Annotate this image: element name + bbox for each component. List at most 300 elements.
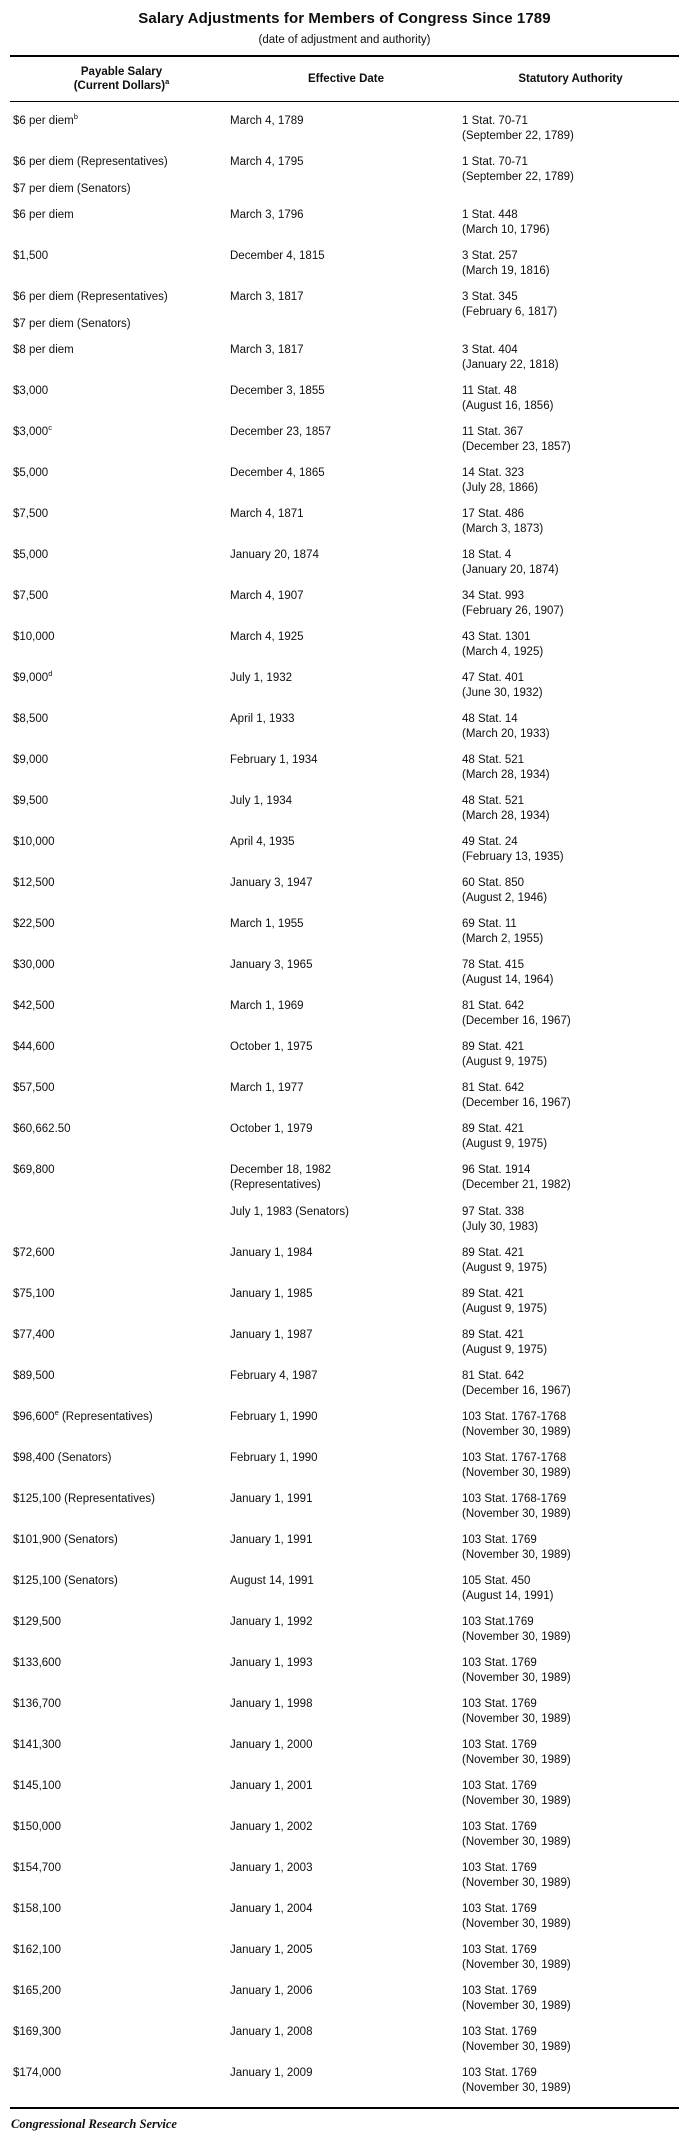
effective-date: January 1, 1992 xyxy=(230,1616,313,1628)
salary-cell xyxy=(13,876,230,905)
statutory-authority: (March 3, 1873) xyxy=(462,522,544,535)
date-authority-entry xyxy=(230,1040,679,1069)
salary-cell xyxy=(13,548,230,577)
salary-value: $7 per diem (Senators) xyxy=(13,317,131,330)
date-authority-cell xyxy=(230,1246,679,1275)
statutory-authority-cell xyxy=(462,958,679,987)
salary-cell xyxy=(13,1451,230,1480)
date-authority-entry xyxy=(230,1615,679,1644)
statutory-authority: 11 Stat. 48 xyxy=(462,385,517,397)
date-authority-entry xyxy=(230,2025,679,2054)
date-authority-entry xyxy=(230,630,679,659)
date-authority-entry xyxy=(230,1122,679,1151)
statutory-authority: (November 30, 1989) xyxy=(462,1712,571,1725)
statutory-authority: 103 Stat. 1769 xyxy=(462,1821,537,1833)
salary-cell xyxy=(13,466,230,495)
date-authority-cell xyxy=(230,1656,679,1685)
salary-cell xyxy=(13,1943,230,1972)
statutory-authority: 81 Stat. 642 xyxy=(462,1370,525,1382)
effective-date: July 1, 1932 xyxy=(230,672,293,684)
effective-date: January 1, 2000 xyxy=(230,1739,313,1751)
table-row xyxy=(10,1767,679,1808)
date-authority-cell xyxy=(230,753,679,782)
salary-value: $42,500 xyxy=(13,1000,55,1012)
statutory-authority-cell xyxy=(462,1902,679,1931)
date-authority-cell xyxy=(230,999,679,1028)
statutory-authority: (March 28, 1934) xyxy=(462,768,550,781)
table-row xyxy=(10,1685,679,1726)
effective-date: December 3, 1855 xyxy=(230,385,325,397)
effective-date: January 1, 1998 xyxy=(230,1698,313,1710)
date-authority-cell xyxy=(230,114,679,143)
date-authority-entry xyxy=(230,507,679,536)
salary-value: $129,500 xyxy=(13,1616,61,1628)
table-header-row xyxy=(10,57,679,101)
effective-date-cell xyxy=(230,384,462,413)
statutory-authority: 18 Stat. 4 xyxy=(462,549,512,561)
statutory-authority-cell xyxy=(462,1738,679,1767)
table-row xyxy=(10,143,679,196)
date-authority-entry xyxy=(230,1287,679,1316)
table-row xyxy=(10,237,679,278)
salary-value: $158,100 xyxy=(13,1903,61,1915)
table-row xyxy=(10,1931,679,1972)
salary-value: $22,500 xyxy=(13,918,55,930)
effective-date: April 4, 1935 xyxy=(230,836,295,848)
table-row xyxy=(10,1275,679,1316)
salary-value: $165,200 xyxy=(13,1985,61,1997)
effective-date: January 1, 2003 xyxy=(230,1862,313,1874)
salary-value: $8,500 xyxy=(13,713,49,725)
date-authority-entry xyxy=(230,466,679,495)
date-authority-entry xyxy=(230,208,679,237)
statutory-authority: 103 Stat. 1769 xyxy=(462,1657,537,1669)
footnote-marker-d: d xyxy=(48,669,53,679)
date-authority-cell xyxy=(230,1861,679,1890)
statutory-authority: (December 16, 1967) xyxy=(462,1384,571,1397)
salary-value: $7,500 xyxy=(13,508,49,520)
date-authority-cell xyxy=(230,1040,679,1069)
salary-value: $125,100 (Representatives) xyxy=(13,1493,155,1505)
date-authority-cell xyxy=(230,343,679,372)
effective-date-cell xyxy=(230,1328,462,1357)
statutory-authority-cell xyxy=(462,466,679,495)
date-authority-cell xyxy=(230,1615,679,1644)
date-authority-cell xyxy=(230,794,679,823)
date-authority-entry xyxy=(230,155,679,184)
statutory-authority-cell xyxy=(462,917,679,946)
effective-date-cell xyxy=(230,794,462,823)
effective-date-cell xyxy=(230,1040,462,1069)
effective-date-cell xyxy=(230,1081,462,1110)
table-row xyxy=(10,1316,679,1357)
statutory-authority: (January 22, 1818) xyxy=(462,358,559,371)
statutory-authority-cell xyxy=(462,876,679,905)
salary-value: $60,662.50 xyxy=(13,1123,71,1135)
statutory-authority: 103 Stat. 1769 xyxy=(462,1944,537,1956)
salary-value: $7 per diem (Senators) xyxy=(13,182,131,195)
effective-date-cell xyxy=(230,249,462,278)
date-authority-cell xyxy=(230,589,679,618)
statutory-authority: 81 Stat. 642 xyxy=(462,1000,525,1012)
salary-value: $9,000$^d$ xyxy=(13,669,53,684)
statutory-authority: 103 Stat. 1769 xyxy=(462,1698,537,1710)
statutory-authority-cell xyxy=(462,1533,679,1562)
statutory-authority: (December 16, 1967) xyxy=(462,1014,571,1027)
date-authority-cell xyxy=(230,958,679,987)
statutory-authority: (March 20, 1933) xyxy=(462,727,550,740)
date-authority-cell xyxy=(230,548,679,577)
statutory-authority: 89 Stat. 421 xyxy=(462,1329,525,1341)
salary-value: $98,400 (Senators) xyxy=(13,1452,112,1464)
statutory-authority-cell xyxy=(462,1943,679,1972)
effective-date-cell xyxy=(230,2025,462,2054)
statutory-authority: (February 6, 1817) xyxy=(462,305,558,318)
effective-date-cell xyxy=(230,1820,462,1849)
table-row xyxy=(10,372,679,413)
effective-date-cell xyxy=(230,155,462,184)
effective-date-cell xyxy=(230,835,462,864)
table-row xyxy=(10,102,679,143)
effective-date: January 1, 2001 xyxy=(230,1780,313,1792)
statutory-authority: 103 Stat. 1767-1768 xyxy=(462,1452,567,1464)
statutory-authority: (August 14, 1991) xyxy=(462,1589,554,1602)
effective-date: January 1, 2006 xyxy=(230,1985,313,1997)
effective-date-cell xyxy=(230,1492,462,1521)
table-row xyxy=(10,618,679,659)
salary-cell xyxy=(13,1163,230,1234)
table-row xyxy=(10,1726,679,1767)
salary-cell xyxy=(13,917,230,946)
effective-date: January 1, 2008 xyxy=(230,2026,313,2038)
table-row xyxy=(10,864,679,905)
salary-cell xyxy=(13,1902,230,1931)
statutory-authority: (February 13, 1935) xyxy=(462,850,564,863)
statutory-authority-cell xyxy=(462,249,679,278)
statutory-authority: 103 Stat. 1769 xyxy=(462,1739,537,1751)
date-authority-entry xyxy=(230,917,679,946)
effective-date: December 18, 1982 xyxy=(230,1164,332,1176)
effective-date-cell xyxy=(230,999,462,1028)
table-row xyxy=(10,495,679,536)
statutory-authority: 103 Stat. 1769 xyxy=(462,1862,537,1874)
date-authority-cell xyxy=(230,1328,679,1357)
effective-date: January 1, 1984 xyxy=(230,1247,313,1259)
date-authority-entry xyxy=(230,1451,679,1480)
date-authority-cell xyxy=(230,630,679,659)
salary-value: $6 per diem (Representatives) xyxy=(13,156,168,168)
effective-date: July 1, 1983 (Senators) xyxy=(230,1206,349,1218)
date-authority-entry xyxy=(230,1574,679,1603)
date-authority-cell xyxy=(230,1163,679,1234)
statutory-authority-cell xyxy=(462,2025,679,2054)
statutory-authority: 1 Stat. 448 xyxy=(462,209,518,221)
statutory-authority-cell xyxy=(462,794,679,823)
salary-value: $12,500 xyxy=(13,877,55,889)
table-row xyxy=(10,1644,679,1685)
date-authority-entry xyxy=(230,1902,679,1931)
effective-date-cell xyxy=(230,1943,462,1972)
salary-cell xyxy=(13,343,230,372)
statutory-authority: (August 14, 1964) xyxy=(462,973,554,986)
statutory-authority-cell xyxy=(462,1122,679,1151)
date-authority-cell xyxy=(230,917,679,946)
effective-date: March 3, 1817 xyxy=(230,344,304,356)
statutory-authority: (March 19, 1816) xyxy=(462,264,550,277)
statutory-authority-cell xyxy=(462,1861,679,1890)
salary-cell xyxy=(13,630,230,659)
date-authority-cell xyxy=(230,1902,679,1931)
salary-value: $7,500 xyxy=(13,590,49,602)
date-authority-entry xyxy=(230,712,679,741)
statutory-authority: (September 22, 1789) xyxy=(462,170,574,183)
date-authority-cell xyxy=(230,835,679,864)
table-row xyxy=(10,413,679,454)
statutory-authority-cell xyxy=(462,1246,679,1275)
salary-value: $133,600 xyxy=(13,1657,61,1669)
date-authority-entry xyxy=(230,1861,679,1890)
table-row xyxy=(10,1521,679,1562)
salary-cell xyxy=(13,794,230,823)
statutory-authority-cell xyxy=(462,290,679,319)
salary-cell xyxy=(13,999,230,1028)
salary-cell xyxy=(13,712,230,741)
effective-date: January 3, 1947 xyxy=(230,877,313,889)
statutory-authority-cell xyxy=(462,1697,679,1726)
effective-date-cell xyxy=(230,630,462,659)
effective-date: March 4, 1925 xyxy=(230,631,304,643)
effective-date-cell xyxy=(230,1779,462,1808)
statutory-authority-cell xyxy=(462,1328,679,1357)
table-row xyxy=(10,1972,679,2013)
effective-date: January 1, 2009 xyxy=(230,2067,313,2079)
footnote-marker-e: e xyxy=(54,1408,59,1418)
date-authority-entry xyxy=(230,2066,679,2095)
date-authority-entry xyxy=(230,1205,679,1234)
table-row xyxy=(10,278,679,331)
effective-date-cell xyxy=(230,1984,462,2013)
statutory-authority: 48 Stat. 521 xyxy=(462,795,525,807)
date-authority-entry xyxy=(230,1163,679,1192)
effective-date-cell xyxy=(230,290,462,319)
date-authority-entry xyxy=(230,384,679,413)
statutory-authority: (March 28, 1934) xyxy=(462,809,550,822)
date-authority-entry xyxy=(230,1410,679,1439)
statutory-authority: 105 Stat. 450 xyxy=(462,1575,531,1587)
date-authority-cell xyxy=(230,1738,679,1767)
table-row xyxy=(10,1069,679,1110)
effective-date: December 23, 1857 xyxy=(230,426,332,438)
table-row xyxy=(10,1808,679,1849)
statutory-authority: (August 16, 1856) xyxy=(462,399,554,412)
date-authority-cell xyxy=(230,1820,679,1849)
statutory-authority: (June 30, 1932) xyxy=(462,686,543,699)
effective-date-cell xyxy=(230,1287,462,1316)
statutory-authority: 3 Stat. 345 xyxy=(462,291,518,303)
column-header-effective-date: Effective Date xyxy=(307,73,385,85)
effective-date: December 4, 1815 xyxy=(230,250,325,262)
statutory-authority: (November 30, 1989) xyxy=(462,1876,571,1889)
salary-value: $6 per diem xyxy=(13,209,74,221)
salary-value: $6 per diem$^b$ xyxy=(13,112,78,127)
salary-cell xyxy=(13,589,230,618)
statutory-authority: (August 9, 1975) xyxy=(462,1137,548,1150)
statutory-authority-cell xyxy=(462,425,679,454)
date-authority-entry xyxy=(230,1656,679,1685)
statutory-authority: (November 30, 1989) xyxy=(462,1753,571,1766)
effective-date: February 1, 1990 xyxy=(230,1411,318,1423)
effective-date-cell xyxy=(230,1902,462,1931)
date-authority-entry xyxy=(230,1738,679,1767)
statutory-authority: 81 Stat. 642 xyxy=(462,1082,525,1094)
date-authority-cell xyxy=(230,1943,679,1972)
statutory-authority-cell xyxy=(462,1287,679,1316)
statutory-authority-cell xyxy=(462,2066,679,2095)
statutory-authority: (February 26, 1907) xyxy=(462,604,564,617)
statutory-authority: (August 9, 1975) xyxy=(462,1302,548,1315)
date-authority-cell xyxy=(230,1369,679,1398)
salary-cell xyxy=(13,2025,230,2054)
date-authority-cell xyxy=(230,155,679,196)
statutory-authority: 48 Stat. 14 xyxy=(462,713,518,725)
date-authority-entry xyxy=(230,876,679,905)
effective-date: October 1, 1975 xyxy=(230,1041,313,1053)
effective-date-cell xyxy=(230,589,462,618)
date-authority-cell xyxy=(230,466,679,495)
statutory-authority: 43 Stat. 1301 xyxy=(462,631,531,643)
salary-cell xyxy=(13,208,230,237)
statutory-authority-cell xyxy=(462,155,679,184)
statutory-authority: (December 21, 1982) xyxy=(462,1178,571,1191)
salary-value: $77,400 xyxy=(13,1329,55,1341)
date-authority-cell xyxy=(230,1287,679,1316)
statutory-authority: (November 30, 1989) xyxy=(462,1835,571,1848)
effective-date: March 4, 1871 xyxy=(230,508,304,520)
statutory-authority-cell xyxy=(462,548,679,577)
statutory-authority-cell xyxy=(462,1205,679,1234)
date-authority-cell xyxy=(230,1779,679,1808)
effective-date: January 1, 2005 xyxy=(230,1944,313,1956)
salary-value: $141,300 xyxy=(13,1739,61,1751)
table-row xyxy=(10,1110,679,1151)
date-authority-entry xyxy=(230,835,679,864)
effective-date-cell xyxy=(230,1861,462,1890)
salary-value: $5,000 xyxy=(13,549,49,561)
statutory-authority: (July 30, 1983) xyxy=(462,1220,539,1233)
statutory-authority-cell xyxy=(462,1369,679,1398)
salary-cell xyxy=(13,114,230,143)
statutory-authority: (November 30, 1989) xyxy=(462,1548,571,1561)
salary-cell xyxy=(13,1738,230,1767)
statutory-authority: 96 Stat. 1914 xyxy=(462,1164,531,1176)
date-authority-cell xyxy=(230,876,679,905)
statutory-authority: (November 30, 1989) xyxy=(462,2040,571,2053)
effective-date: January 20, 1874 xyxy=(230,549,319,561)
statutory-authority: 11 Stat. 367 xyxy=(462,426,524,438)
table-row xyxy=(10,1151,679,1234)
table-body xyxy=(10,102,679,2107)
date-authority-entry xyxy=(230,249,679,278)
effective-date-cell xyxy=(230,1205,462,1234)
salary-value: $3,000 xyxy=(13,385,49,397)
statutory-authority-cell xyxy=(462,1492,679,1521)
date-authority-entry xyxy=(230,1984,679,2013)
date-authority-cell xyxy=(230,1410,679,1439)
date-authority-cell xyxy=(230,1697,679,1726)
date-authority-entry xyxy=(230,1081,679,1110)
effective-date-cell xyxy=(230,343,462,372)
date-authority-cell xyxy=(230,425,679,454)
statutory-authority: 97 Stat. 338 xyxy=(462,1206,525,1218)
statutory-authority: 103 Stat. 1769 xyxy=(462,2026,537,2038)
statutory-authority: (November 30, 1989) xyxy=(462,2081,571,2094)
statutory-authority: (December 16, 1967) xyxy=(462,1096,571,1109)
effective-date-cell xyxy=(230,208,462,237)
effective-date: March 1, 1969 xyxy=(230,1000,304,1012)
statutory-authority: (August 9, 1975) xyxy=(462,1261,548,1274)
salary-cell xyxy=(13,1492,230,1521)
salary-value: $9,500 xyxy=(13,795,49,807)
effective-date: March 3, 1796 xyxy=(230,209,304,221)
table-row xyxy=(10,823,679,864)
salary-cell xyxy=(13,1369,230,1398)
date-authority-cell xyxy=(230,290,679,331)
effective-date: January 3, 1965 xyxy=(230,959,313,971)
salary-value: $162,100 xyxy=(13,1944,61,1956)
salary-cell xyxy=(13,1081,230,1110)
date-authority-entry xyxy=(230,794,679,823)
effective-date-cell xyxy=(230,1697,462,1726)
salary-cell xyxy=(13,1040,230,1069)
statutory-authority: (November 30, 1989) xyxy=(462,1999,571,2012)
document-page xyxy=(0,10,689,2146)
table-row xyxy=(10,1234,679,1275)
statutory-authority-cell xyxy=(462,343,679,372)
table-row xyxy=(10,1480,679,1521)
salary-cell xyxy=(13,1287,230,1316)
salary-value: $5,000 xyxy=(13,467,49,479)
date-authority-entry xyxy=(230,753,679,782)
salary-cell xyxy=(13,1533,230,1562)
date-authority-cell xyxy=(230,384,679,413)
effective-date: February 4, 1987 xyxy=(230,1370,318,1382)
table-row xyxy=(10,454,679,495)
table-row xyxy=(10,1439,679,1480)
effective-date-cell xyxy=(230,1369,462,1398)
statutory-authority: (March 2, 1955) xyxy=(462,932,544,945)
date-authority-entry xyxy=(230,589,679,618)
date-authority-entry xyxy=(230,1820,679,1849)
salary-value: $9,000 xyxy=(13,754,49,766)
date-authority-entry xyxy=(230,114,679,143)
statutory-authority: 17 Stat. 486 xyxy=(462,508,525,520)
table-row xyxy=(10,1028,679,1069)
salary-cell xyxy=(13,249,230,278)
table-row xyxy=(10,1398,679,1439)
effective-date: August 14, 1991 xyxy=(230,1575,314,1587)
effective-date: January 1, 1993 xyxy=(230,1657,313,1669)
date-authority-entry xyxy=(230,1369,679,1398)
salary-cell xyxy=(13,1410,230,1439)
statutory-authority: 103 Stat. 1767-1768 xyxy=(462,1411,567,1423)
effective-date: March 4, 1789 xyxy=(230,115,304,127)
page-title: Salary Adjustments for Members of Congress Since 1789 xyxy=(138,10,551,27)
salary-cell xyxy=(13,1122,230,1151)
effective-date-cell xyxy=(230,876,462,905)
effective-date: January 1, 1991 xyxy=(230,1493,313,1505)
salary-value: $89,500 xyxy=(13,1370,55,1382)
table-row xyxy=(10,196,679,237)
